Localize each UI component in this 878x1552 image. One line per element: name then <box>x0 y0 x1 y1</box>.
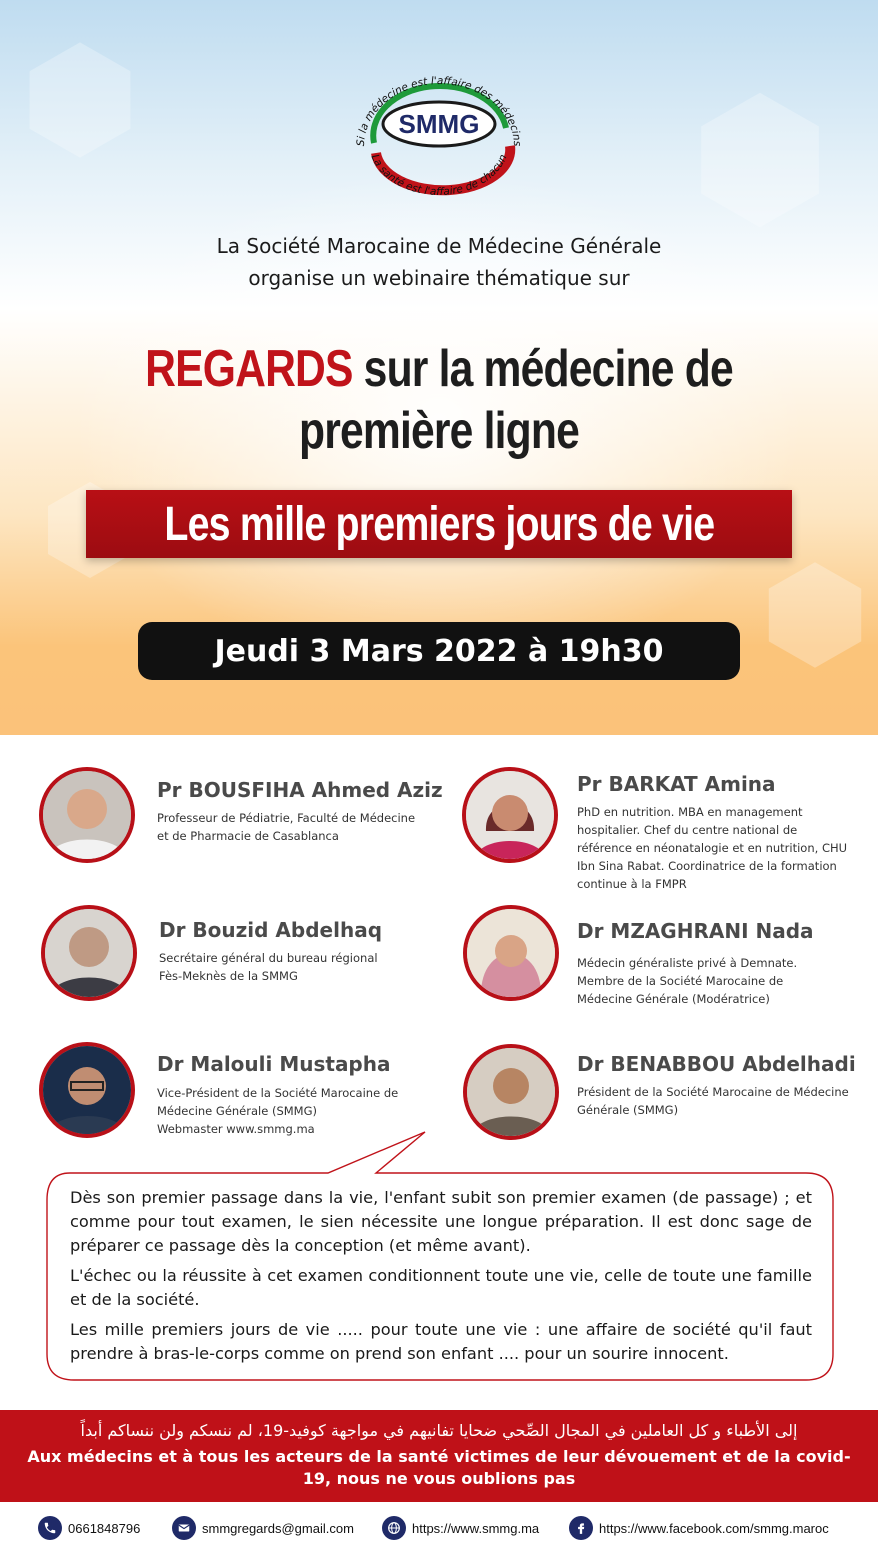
title-line-1 <box>79 338 799 400</box>
intro-line-1: La Société Marocaine de Médecine Générale <box>216 234 662 258</box>
speaker-description: Professeur de Pédiatrie, Faculté de Médecine et de Pharmacie de Casablanca <box>157 811 416 843</box>
bubble-paragraph-1: Dès son premier passage dans la vie, l'enfant subit son premier examen (de passage) ; et comme pour tout examen, le sien nécessite une longue préparation. Il est donc sage de préparer ce passage dès la conception (et même avant). <box>70 1188 812 1255</box>
tribute-french: Aux médecins et à tous les acteurs de la santé victimes de leur dévouement et de la covid-19, nous ne vous oublions pas <box>27 1447 851 1488</box>
email-contact[interactable] <box>172 1516 354 1540</box>
smmg-logo <box>334 58 544 208</box>
logo-motto-bottom: La santé est l'affaire de chacun <box>368 152 510 198</box>
intro-text <box>0 230 878 294</box>
tribute-banner <box>0 1410 878 1502</box>
date-badge <box>138 622 740 680</box>
event-title <box>79 338 799 462</box>
bubble-text <box>70 1186 812 1372</box>
tribute-arabic: إلى الأطباء و كل العاملين في المجال الصِّحي ضحايا تفانيهم في مواجهة كوفيد-19، لم ننسكم ولن ننساكم أبداً <box>80 1421 798 1440</box>
event-subtitle: Les mille premiers jours de vie <box>164 497 714 551</box>
logo-wordmark: SMMG <box>398 109 480 139</box>
bubble-paragraph-2: L'échec ou la réussite à cet examen conditionnent toute une vie, celle de toute une famille et de la société. <box>70 1266 812 1309</box>
decorative-hexagon <box>760 560 870 670</box>
speaker-name: Dr Bouzid Abdelhaq <box>159 918 383 942</box>
email-icon <box>172 1516 196 1540</box>
title-line-1-rest: sur la médecine de <box>363 340 733 398</box>
contact-footer <box>0 1502 878 1552</box>
speaker-name: Pr BARKAT Amina <box>577 772 776 796</box>
avatar <box>39 1042 135 1138</box>
speaker-description: Vice-Président de la Société Marocaine de Médecine Générale (SMMG) Webmaster www.smmg.ma <box>157 1086 399 1136</box>
decorative-hexagon <box>20 40 140 160</box>
avatar <box>39 767 135 863</box>
avatar <box>463 1044 559 1140</box>
speaker-name: Dr Malouli Mustapha <box>157 1052 391 1076</box>
globe-icon <box>382 1516 406 1540</box>
facebook-contact[interactable] <box>569 1516 829 1540</box>
phone-number: 0661848796 <box>68 1520 141 1536</box>
speaker-name: Dr MZAGHRANI Nada <box>577 919 814 943</box>
avatar <box>462 767 558 863</box>
bubble-paragraph-3: Les mille premiers jours de vie ..... pour toute une vie : une affaire de société qu'il faut prendre à bras-le-corps comme on prend son enfant .... pour un sourire innocent. <box>70 1320 812 1363</box>
speaker-name: Dr BENABBOU Abdelhadi <box>577 1052 856 1076</box>
hero-header <box>0 0 878 735</box>
decorative-hexagon <box>690 90 830 230</box>
event-date: Jeudi 3 Mars 2022 à 19h30 <box>214 633 664 669</box>
website-contact[interactable] <box>382 1516 539 1540</box>
logo-motto-top: Si la médecine est l'affaire des médecins <box>354 74 524 147</box>
facebook-icon <box>569 1516 593 1540</box>
speaker-description: PhD en nutrition. MBA en management hospitalier. Chef du centre national de référence en néonatalogie et en nutrition, CHU Ibn Sina Rabat. Coordinatrice de la formation continue à la FMPR <box>577 805 848 891</box>
phone-contact[interactable] <box>38 1516 140 1540</box>
website-url: https://www.smmg.ma <box>412 1520 540 1536</box>
intro-line-2: organise un webinaire thématique sur <box>248 266 630 290</box>
email-address: smmgregards@gmail.com <box>202 1520 354 1536</box>
title-line-2: première ligne <box>298 402 580 460</box>
phone-icon <box>38 1516 62 1540</box>
speaker-description: Secrétaire général du bureau régional Fès-Meknès de la SMMG <box>159 951 378 983</box>
title-highlight: REGARDS <box>145 340 353 398</box>
facebook-url: https://www.facebook.com/smmg.maroc <box>599 1520 829 1536</box>
avatar <box>41 905 137 1001</box>
speaker-name: Pr BOUSFIHA Ahmed Aziz <box>157 778 443 802</box>
speaker-description: Président de la Société Marocaine de Médecine Générale (SMMG) <box>577 1085 849 1117</box>
speaker-description: Médecin généraliste privé à Demnate. Membre de la Société Marocaine de Médecine Générale (Modératrice) <box>577 956 798 1006</box>
subtitle-banner <box>86 490 792 558</box>
avatar <box>463 905 559 1001</box>
